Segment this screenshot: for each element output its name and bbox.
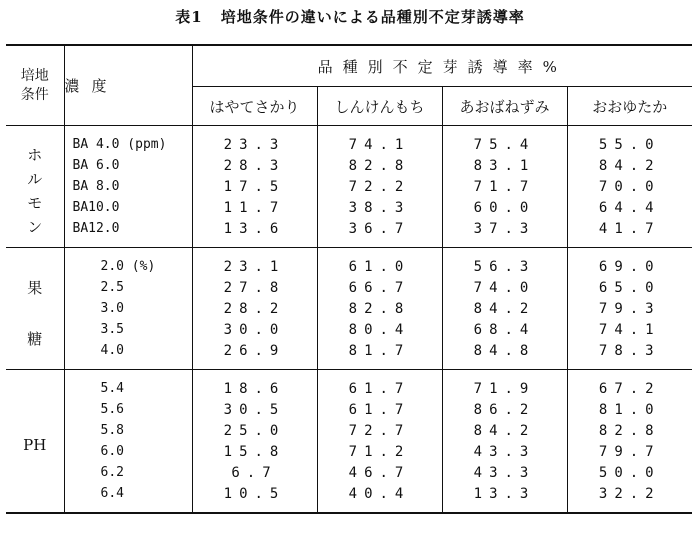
table-row [6,319,692,340]
group-label [6,248,64,370]
table-row [6,277,692,298]
header-variety-4: おおゆたか [592,97,668,116]
rate-cell: 74.0 [442,277,567,298]
rate-cell: 74.1 [598,321,661,338]
rate-cell: 41.7 [598,220,661,237]
concentration-cell: 4.0 [64,340,192,370]
rate-cell: 38.3 [317,197,442,218]
group-label-char: ル [27,170,43,188]
rate-cell: 50.0 [598,464,661,481]
table-row [6,155,692,176]
group-label-char: ン [27,218,43,236]
group-label-char: モ [27,194,43,212]
rate-cell: 65.0 [598,279,661,296]
rate-cell: 82.8 [317,155,442,176]
table-row [6,176,692,197]
concentration-cell: BA10.0 [64,197,192,218]
rate-cell: 82.8 [317,298,442,319]
rate-cell: 10.5 [192,483,317,513]
rate-cell: 79.3 [598,300,661,317]
rate-cell: 23.1 [192,248,317,278]
rate-cell: 71.7 [442,176,567,197]
table-row [6,218,692,248]
rate-cell: 11.7 [192,197,317,218]
rate-cell: 46.7 [317,462,442,483]
concentration-cell: 5.6 [64,399,192,420]
header-concentration: 濃度 [64,45,192,126]
rate-cell: 84.2 [598,157,661,174]
rate-cell: 26.9 [192,340,317,370]
rate-cell: 36.7 [317,218,442,248]
rate-cell: 72.7 [317,420,442,441]
rate-cell: 30.5 [192,399,317,420]
header-variety-1: はやてさかり [192,87,317,126]
group-label-char: PH [23,436,47,454]
table-row [6,298,692,319]
rate-cell: 13.6 [192,218,317,248]
header-variety-3: あおばねずみ [442,87,567,126]
rate-cell: 82.8 [598,422,661,439]
rate-cell: 72.2 [317,176,442,197]
rate-cell: 66.7 [317,277,442,298]
rate-cell: 86.2 [442,399,567,420]
rate-cell: 37.3 [442,218,567,248]
rate-cell: 61.0 [317,248,442,278]
caption-label: 表1 [175,8,203,26]
group-label [6,126,64,248]
rate-cell: 84.2 [442,420,567,441]
rate-cell: 28.2 [192,298,317,319]
rate-cell: 18.6 [192,370,317,400]
concentration-cell: 5.4 [64,370,192,400]
rate-cell: 27.8 [192,277,317,298]
rate-cell: 43.3 [442,441,567,462]
rate-cell: 43.3 [442,462,567,483]
rate-cell: 25.0 [192,420,317,441]
rate-cell: 67.2 [598,380,661,397]
header-condition [6,45,64,126]
rate-cell: 15.8 [192,441,317,462]
table-row [6,370,692,400]
concentration-cell: BA 8.0 [64,176,192,197]
group-label-char: 果 [27,278,43,297]
header-condition-line1: 培地 [20,67,49,84]
rate-cell: 81.0 [598,401,661,418]
rate-cell: 28.3 [192,155,317,176]
rate-cell: 6.7 [192,462,317,483]
concentration-cell: 6.4 [64,483,192,513]
header-rate-title: 品種別不定芽誘導率% [317,57,567,76]
rate-cell: 74.1 [317,126,442,156]
rate-cell: 84.2 [442,298,567,319]
rate-cell: 78.3 [598,342,661,359]
concentration-cell: 5.8 [64,420,192,441]
concentration-cell: 2.0 (%) [64,248,192,278]
rate-cell: 68.4 [442,319,567,340]
table-row [6,483,692,513]
concentration-cell: 6.0 [64,441,192,462]
rate-cell: 81.7 [317,340,442,370]
table-row [6,399,692,420]
table-row [6,441,692,462]
rate-cell: 30.0 [192,319,317,340]
rate-cell: 61.7 [317,399,442,420]
table-row [6,126,692,156]
table-row [6,462,692,483]
rate-cell: 80.4 [317,319,442,340]
induction-rate-table [6,44,692,514]
group-label-char: ホ [27,146,43,164]
concentration-cell: BA 4.0 (ppm) [64,126,192,156]
table-row [6,197,692,218]
rate-cell: 55.0 [598,136,661,153]
rate-cell: 56.3 [442,248,567,278]
rate-cell: 70.0 [598,178,661,195]
table-body [6,126,692,514]
header-condition-line2: 条件 [20,86,49,103]
concentration-cell: 2.5 [64,277,192,298]
group-label-char: 糖 [27,329,43,348]
rate-cell: 84.8 [442,340,567,370]
group-label [6,370,64,514]
rate-cell: 79.7 [598,443,661,460]
table-caption [0,6,700,27]
rate-cell: 83.1 [442,155,567,176]
concentration-cell: 3.0 [64,298,192,319]
table-row [6,420,692,441]
rate-cell: 60.0 [442,197,567,218]
concentration-cell: 3.5 [64,319,192,340]
rate-cell: 69.0 [598,258,661,275]
table-row [6,340,692,370]
rate-cell: 32.2 [598,485,661,502]
concentration-cell: BA 6.0 [64,155,192,176]
caption-title: 培地条件の違いによる品種別不定芽誘導率 [220,8,525,26]
table-row [6,248,692,278]
rate-cell: 23.3 [192,126,317,156]
header-variety-2: しんけんもち [317,87,442,126]
rate-cell: 61.7 [317,370,442,400]
concentration-cell: BA12.0 [64,218,192,248]
rate-cell: 40.4 [317,483,442,513]
rate-cell: 13.3 [442,483,567,513]
rate-cell: 71.2 [317,441,442,462]
concentration-cell: 6.2 [64,462,192,483]
rate-cell: 71.9 [442,370,567,400]
rate-cell: 64.4 [598,199,661,216]
rate-cell: 75.4 [442,126,567,156]
rate-cell: 17.5 [192,176,317,197]
